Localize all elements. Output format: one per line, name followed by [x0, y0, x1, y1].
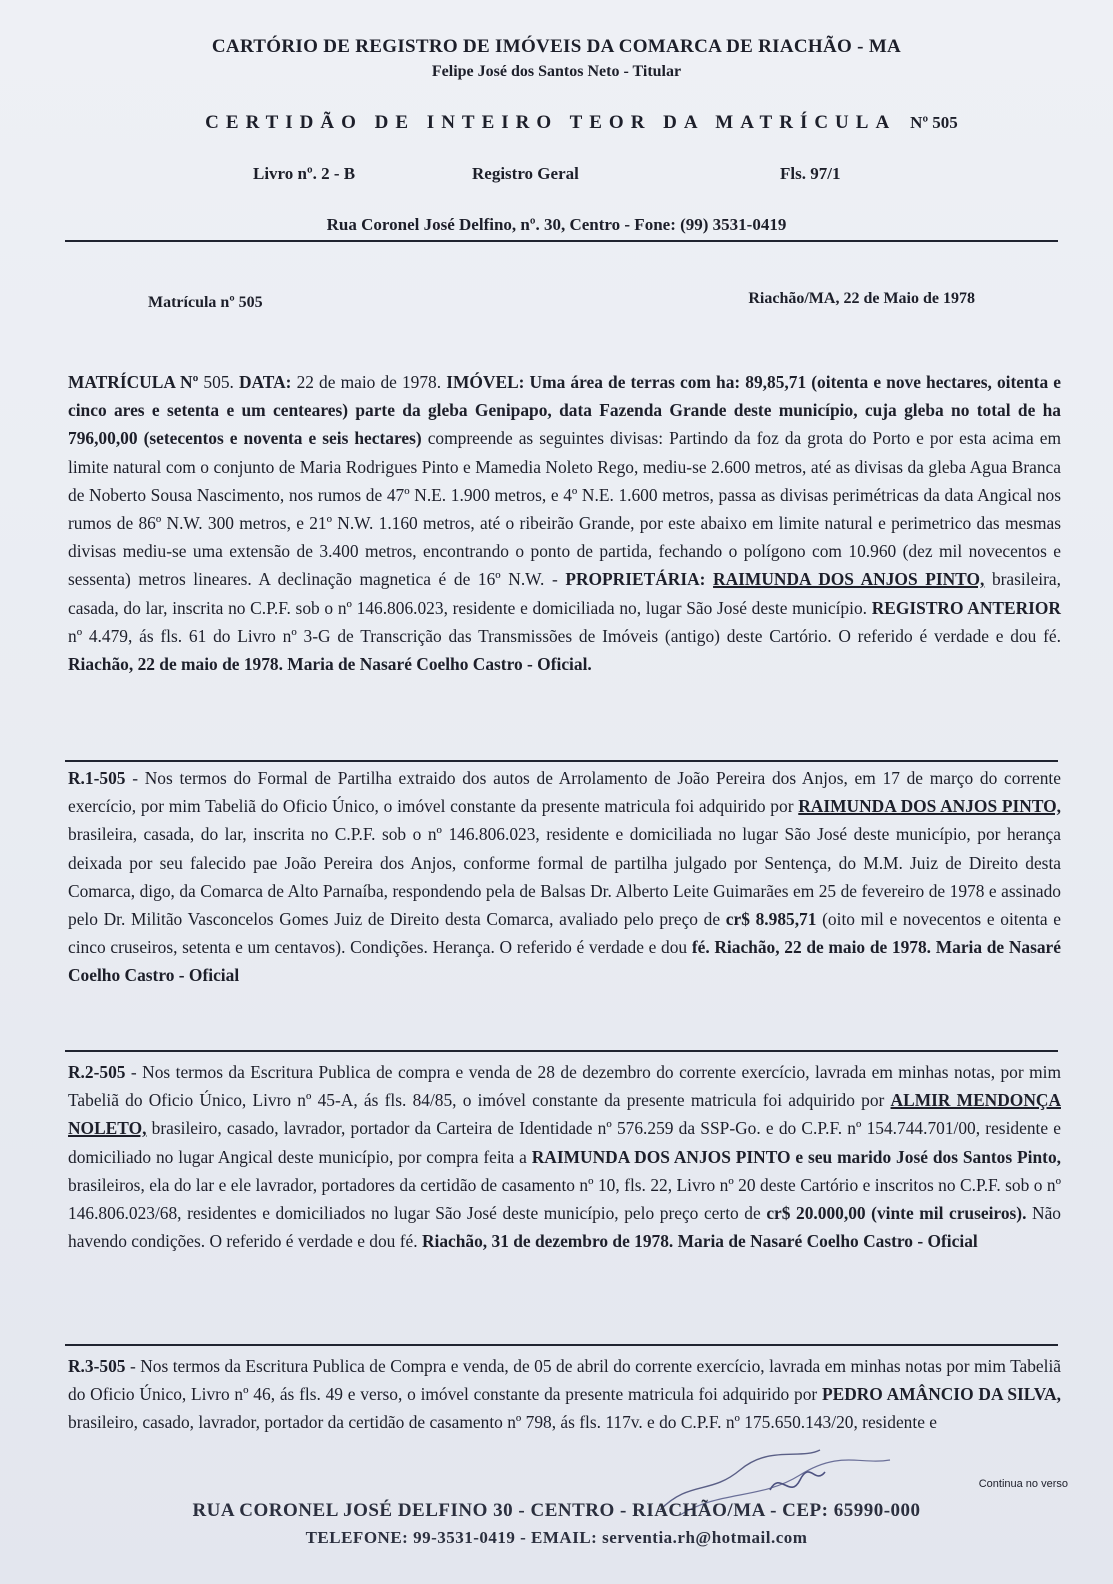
r1-text-c: (oito mil e novecentos e oitenta e cinco cruseiros, setenta e um centavos). Condições. Herança. O referido é verdade e dou [68, 909, 1061, 958]
r2-price: cr$ 20.000,00 (vinte mil cruseiros). [766, 1203, 1027, 1224]
r3-text-a: - Nos termos da Escritura Publica de Compra e venda, de 05 de abril do corrente exercício, lavrada em minhas notas por mim Tabeliã do Oficio Único, Livro nº 46, ás fls. 49 e verso, o imóvel constante da presente matricula foi adquirido por [68, 1356, 1061, 1405]
previous-record-details: nº 4.479, ás fls. 61 do Livro nº 3-G de Transcrição das Transmissões de Imóveis (antigo) deste Cartório. O referido é verdade e dou fé. [68, 625, 1061, 646]
r2-buyer-name: ALMIR MENDONÇA NOLETO, [68, 1090, 1061, 1139]
header-divider [65, 240, 1058, 242]
r1-code: R.1-505 [68, 768, 126, 788]
r2-text-c: brasileiros, ela do lar e ele lavrador, portadores da certidão de casamento nº 10, fls. 22, Livro nº 20 deste Cartório e inscritos no C.P.F. sob o nº 146.806.023/68, residentes e domiciliados no lugar São José deste município, pelo preço certo de [68, 1174, 1061, 1224]
r1-price: cr$ 8.985,71 [725, 909, 817, 930]
office-address: Rua Coronel José Delfino, nº. 30, Centro - Fone: (99) 3531-0419 [326, 215, 787, 234]
divider-3 [65, 1344, 1058, 1346]
certificate-title-text: CERTIDÃO DE INTEIRO TEOR DA MATRÍCULA [205, 112, 897, 133]
certificate-number: Nº 505 [910, 113, 958, 132]
r2-text-a: - Nos termos da Escritura Publica de compra e venda de 28 de dezembro do corrente exercício, lavrada em minhas notas, por mim Tabeliã do Oficio Único, Livro nº 45-A, ás fls. 84/85, o imóvel constante da presente matricula foi adquirido por [68, 1062, 1061, 1111]
matricula-entry [68, 368, 1061, 678]
office-title: CARTÓRIO DE REGISTRO DE IMÓVEIS DA COMARCA DE RIACHÃO - MA [211, 36, 902, 57]
previous-record-label: REGISTRO ANTERIOR [871, 597, 1061, 618]
register-type: Registro Geral [472, 164, 579, 183]
footer-address: RUA CORONEL JOSÉ DELFINO 30 - CENTRO - RIACHÃO/MA - CEP: 65990-000 [192, 1500, 921, 1521]
r2-seller-name: RAIMUNDA DOS ANJOS PINTO e seu marido José dos Santos Pinto, [531, 1146, 1061, 1167]
matricula-label: Matrícula nº 505 [148, 294, 263, 311]
r1-buyer-name: RAIMUNDA DOS ANJOS PINTO, [798, 796, 1061, 817]
office-holder: Felipe José dos Santos Neto - Titular [431, 63, 682, 80]
r3-text-b: brasileiro, casado, lavrador, portador da certidão de casamento nº 798, ás fls. 117v. e do C.P.F. nº 175.650.143/20, residente e [68, 1412, 937, 1433]
r1-closing: fé. Riachão, 22 de maio de 1978. Maria de Nasaré Coelho Castro - Oficial [68, 937, 1061, 986]
boundaries-text: compreende as seguintes divisas: Partindo da foz da grota do Porto e por esta acima em limite natural com o conjunto de Maria Rodrigues Pinto e Mamedia Noleto Rego, mediu-se 2.600 metros, até as divisas da gleba Agua Branca de Noberto Sousa Nascimento, nos rumos de 47º N.E. 1.900 metros, e 4º N.E. 1.600 metros, passa as divisas perimétricas da data Angical nos rumos de 86º N.W. 300 metros, e 21º N.W. 1.160 metros, até o ribeirão Grande, por este abaixo em limite natural e perimetrico das mesmas divisas mediu-se uma extensão de 3.400 metros, encontrando o ponto de partida, fechando o polígono com 10.960 (dez mil novecentos e sessenta) metros lineares. A declinação magnetica é de 16º N.W. - [68, 428, 1062, 590]
r3-buyer-name: PEDRO AMÂNCIO DA SILVA, [821, 1384, 1061, 1405]
book-number: Livro nº. 2 - B [253, 164, 356, 183]
footer-contact: TELEFONE: 99-3531-0419 - EMAIL: serventia.rh@hotmail.com [305, 1528, 808, 1547]
r3-code: R.3-505 [68, 1356, 126, 1376]
matricula-number: 505. [198, 372, 239, 392]
place-date: Riachão/MA, 22 de Maio de 1978 [748, 290, 975, 307]
continua-note: Continua no verso [978, 1478, 1068, 1490]
r2-closing: Riachão, 31 de dezembro de 1978. Maria de Nasaré Coelho Castro - Oficial [421, 1231, 978, 1252]
record-r1 [68, 764, 1061, 990]
matricula-heading: MATRÍCULA Nº [68, 372, 199, 392]
r1-text-b: brasileira, casada, do lar, inscrita no C.P.F. sob o nº 146.806.023, residente e domiciliada no lugar São José deste município, por herança deixada por seu falecido pae João Pereira dos Anjos, conforme formal de partilha julgado por Sentença, do M.M. Juiz de Direito desta Comarca, digo, da Comarca de Alto Parnaíba, respondendo pela de Balsas Dr. Alberto Leite Guimarães em 25 de fevereiro de 1978 e assinado pelo Dr. Militão Vasconcelos Gomes Juiz de Direito desta Comarca, avaliado pelo preço de [68, 824, 1061, 930]
date-label: DATA: [238, 372, 292, 392]
r2-code: R.2-505 [68, 1062, 126, 1082]
owner-details: brasileira, casada, do lar, inscrita no C.P.F. sob o nº 146.806.023, residente e domiciliada no, lugar São José deste município. [68, 569, 1061, 618]
certificate-title [150, 112, 1013, 134]
owner-label: PROPRIETÁRIA: [565, 569, 706, 590]
owner-name: RAIMUNDA DOS ANJOS PINTO, [713, 569, 985, 590]
r1-text-a: - Nos termos do Formal de Partilha extraido dos autos de Arrolamento de João Pereira dos Anjos, em 17 de março do corrente exercício, por mim Tabeliã do Oficio Único, o imóvel constante da presente matricula foi adquirido por [68, 768, 1061, 817]
r2-text-b: brasileiro, casado, lavrador, portador da Carteira de Identidade nº 576.259 da SSP-Go. e do C.P.F. nº 154.744.701/00, residente e domiciliado no lugar Angical deste município, por compra feita a [68, 1118, 1061, 1167]
r2-text-d: Não havendo condições. O referido é verdade e dou fé. [68, 1203, 1061, 1252]
record-r3 [68, 1352, 1061, 1437]
matricula-closing: Riachão, 22 de maio de 1978. Maria de Nasaré Coelho Castro - Oficial. [68, 654, 592, 675]
record-r2 [68, 1058, 1061, 1255]
date-value: 22 de maio de 1978. [291, 372, 447, 392]
divider-2 [65, 1050, 1058, 1052]
sheet-number: Fls. 97/1 [780, 164, 841, 183]
divider-1 [65, 760, 1058, 762]
property-description: IMÓVEL: Uma área de terras com ha: 89,85,71 (oitenta e nove hectares, oitenta e cinco ares e setenta e um centeares) parte da gleba Genipapo, data Fazenda Grande deste município, cuja gleba no total de ha 796,00,00 (setecentos e noventa e seis hectares) [68, 372, 1061, 449]
